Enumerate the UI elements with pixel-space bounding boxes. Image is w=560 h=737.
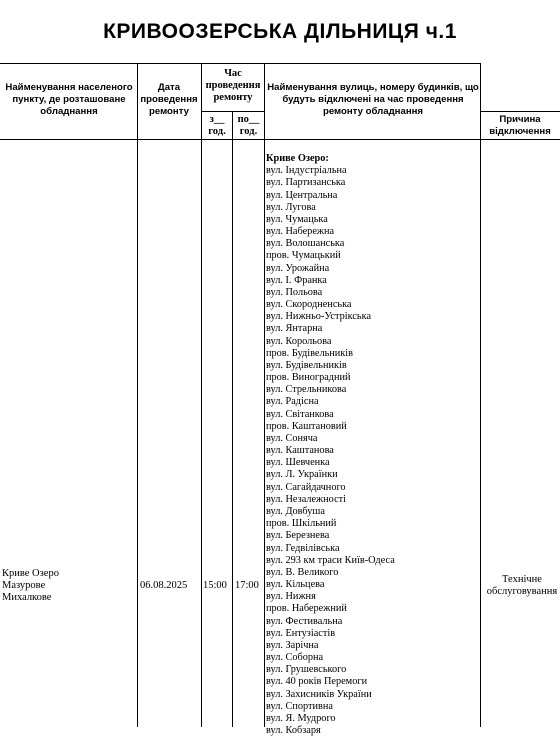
street-item: вул. Центральна [266,189,338,201]
table-border [264,63,265,727]
street-item: пров. Будівельників [266,347,354,359]
street-list-heading: Криве Озеро: [266,153,329,164]
street-item: вул. Гедвілівська [266,542,340,554]
reason-line: Технічне [502,574,542,585]
street-item: вул. Партизанська [266,177,346,189]
street-item: вул. Кільцева [266,579,325,591]
street-item: пров. Чумацький [266,250,341,262]
street-item: вул. В. Великого [266,566,339,578]
street-item: вул. Сагайдачного [266,481,346,493]
street-item: вул. Зарічна [266,639,319,651]
settlement-item: Мазурове [2,580,46,592]
street-item: вул. Ентузіастів [266,627,336,639]
header-settlement: Найменування населеного пункту, де розташоване обладнання [5,82,133,117]
time-from: 15:00 [203,580,227,591]
street-item: вул. Фестивальна [266,615,343,627]
street-item: пров. Шкільний [266,518,337,530]
street-item: вул. Урожайна [266,262,330,274]
street-item: вул. Кобзаря [266,725,321,737]
street-item: вул. Набережна [266,226,335,238]
street-item: пров. Каштановий [266,420,347,432]
street-item: вул. Спортивна [266,700,333,712]
street-list [266,153,476,737]
street-item: вул. Янтарна [266,323,323,335]
street-item: вул. Корольова [266,335,332,347]
street-item: вул. Шевченка [266,457,330,469]
street-item: вул. Лугова [266,201,316,213]
settlement-item: Криве Озеро [2,568,59,579]
table-border [137,63,138,727]
header-date: Дата проведення ремонту [140,82,198,117]
settlement-list [2,568,136,605]
street-item: вул. Незалежності [266,493,347,505]
table-border [0,139,560,140]
header-time: Час проведення ремонту [205,68,261,103]
reason-line: обслуговування [486,586,558,598]
street-item: вул. Нижньо-Устрікська [266,311,372,323]
street-item: пров. Набережний [266,603,347,615]
street-item: вул. 293 км траси Київ-Одеса [266,554,395,566]
table-border [0,63,480,64]
street-item: вул. Грушевського [266,664,347,676]
street-item: вул. Чумацька [266,213,328,225]
street-item: вул. Стрельникова [266,384,347,396]
header-to: по__ год. [237,114,260,137]
street-item: пров. Виноградний [266,372,351,384]
street-item: вул. Волошанська [266,238,345,250]
header-reason: Причина відключення [489,114,551,137]
street-item: вул. Будівельників [266,359,347,371]
street-item: вул. Захисників України [266,688,372,700]
table-border [480,111,560,112]
disconnection-reason [484,574,560,598]
table-border [201,63,202,727]
street-item: вул. Індустріальна [266,165,347,177]
street-item: вул. Соняча [266,432,318,444]
street-item: вул. Польова [266,286,323,298]
time-to: 17:00 [235,580,259,591]
street-item: вул. Я. Мудрого [266,712,336,724]
street-item: вул. Світанкова [266,408,334,420]
street-item: вул. Березнева [266,530,330,542]
street-item: вул. Каштанова [266,445,334,457]
table-border [232,111,233,727]
street-item: вул. Соборна [266,652,324,664]
header-from: з__ год. [208,114,226,137]
settlement-item: Михалкове [2,592,52,604]
table-border [480,63,481,727]
page-title: КРИВООЗЕРСЬКА ДІЛЬНИЦЯ ч.1 [103,20,457,43]
street-item: вул. І. Франка [266,274,327,286]
street-item: вул. Радісна [266,396,319,408]
header-streets: Найменування вулиць, номеру будинків, що будуть відключені на час проведення ремонту обладнання [267,82,479,117]
street-item: вул. Довбуша [266,505,325,517]
street-item: вул. 40 років Перемоги [266,676,368,688]
street-item: вул. Нижня [266,591,316,603]
street-item: вул. Скородненська [266,299,352,311]
street-item: вул. Л. Українки [266,469,338,481]
repair-date: 06.08.2025 [140,580,188,591]
